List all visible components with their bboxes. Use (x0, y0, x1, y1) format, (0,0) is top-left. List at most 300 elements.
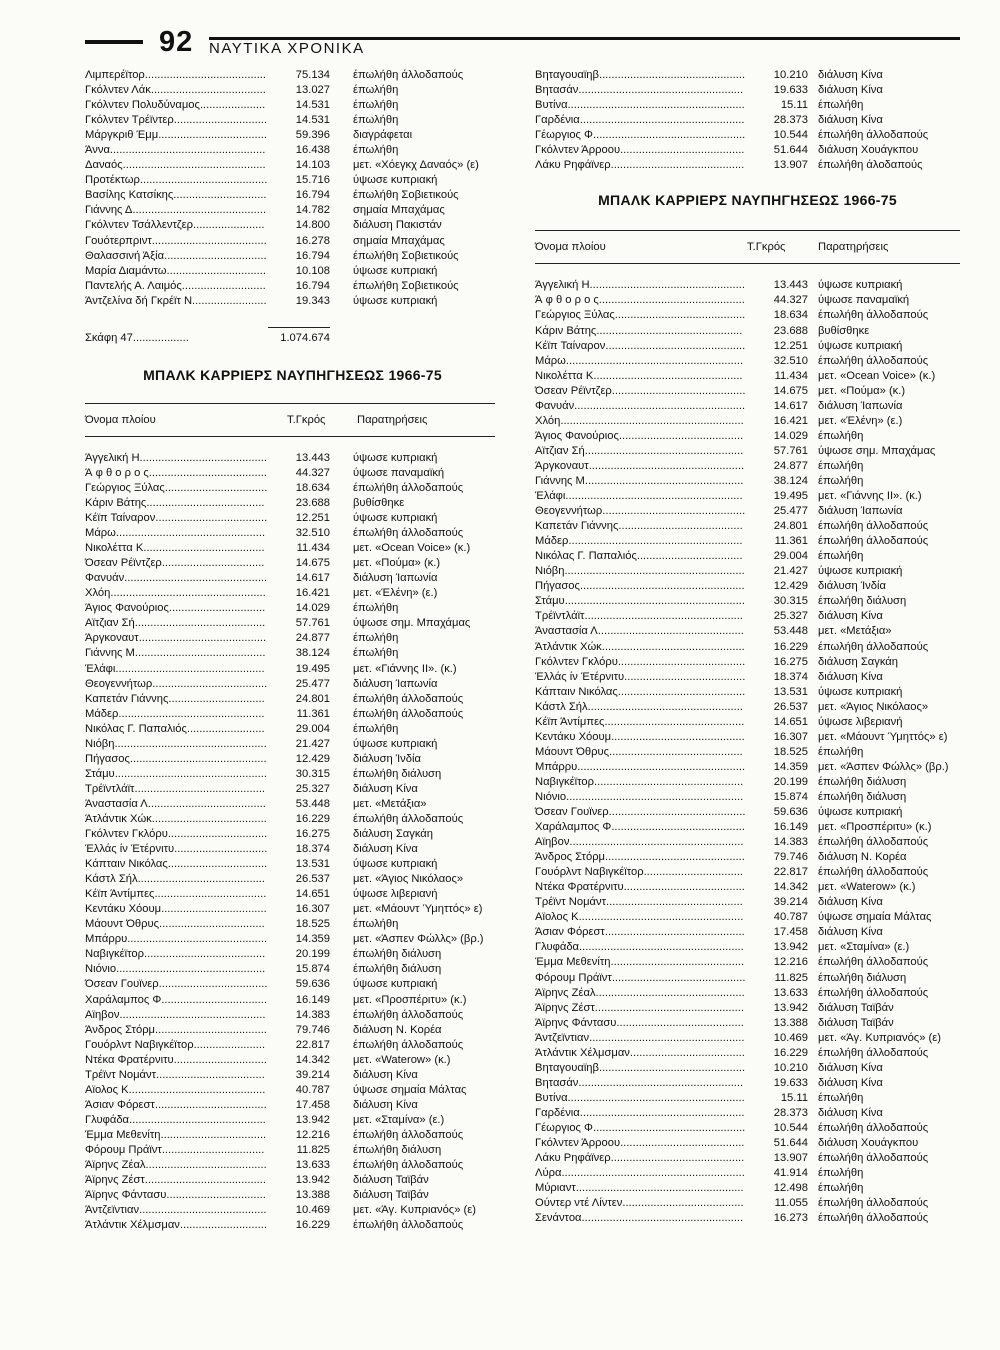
ship-name-text: Άϊρηνς Ζέαλ (85, 1159, 146, 1172)
dot-leader: ................................................ (593, 775, 744, 788)
ship-name-text: Καπετάν Γιάννης (535, 520, 619, 533)
dot-leader: ........................................... (611, 384, 746, 397)
table-row (535, 640, 960, 655)
ship-note: έπωλήθη (353, 144, 399, 157)
table-row (85, 203, 500, 218)
section-title: ΜΠΑΛΚ ΚΑΡΡΙΕΡΣ ΝΑΥΠΗΓΗΣΕΩΣ 1966-75 (143, 366, 442, 383)
ship-name-text: Όσεαν Ρέϊντζερ (535, 384, 612, 397)
table-row (535, 655, 960, 670)
ship-name-text: Γέωργιος Φ (535, 129, 593, 142)
dot-leader: ....................................... (143, 948, 266, 961)
ship-tonnage: 13.443 (773, 279, 808, 292)
table-row (535, 685, 960, 700)
ship-tonnage: 12.216 (773, 956, 808, 969)
left-column (85, 68, 500, 1233)
dot-leader: .............................................. (124, 572, 268, 585)
ship-tonnage: 44.327 (773, 294, 808, 307)
ship-name-text: Μπάρρυ (85, 933, 128, 946)
ship-tonnage: 18.634 (295, 481, 330, 494)
ship-note: ύψωσε κυπριακή (353, 264, 438, 277)
ship-name (535, 1166, 745, 1181)
ship-tonnage: 51.644 (773, 144, 808, 157)
ship-tonnage: 22.817 (295, 1038, 330, 1051)
ship-note: μετ. «Μάουντ Ύμηττός» ε) (353, 903, 483, 916)
ship-name (535, 640, 745, 655)
ship-tonnage: 16.794 (295, 279, 330, 292)
ship-name-text: Σενάντοα (535, 1212, 582, 1225)
table-row (535, 1181, 960, 1196)
table-row (535, 519, 960, 534)
ship-name (535, 504, 745, 519)
ship-name-text: Λάκυ Ρηφάϊνερ (535, 159, 611, 172)
table-row (85, 677, 500, 692)
dot-leader: .................................. (160, 1128, 267, 1141)
ship-name-text: Αϊηβον (85, 1008, 120, 1021)
ship-tonnage: 14.342 (295, 1053, 330, 1066)
ship-note: διάλυση Κίνα (353, 782, 418, 795)
dot-leader: ............................................... (118, 707, 265, 720)
table-row (85, 1218, 500, 1233)
table-row (85, 128, 500, 143)
ship-name-text: Γουόρλντ Ναβιγκέϊτορ (535, 866, 644, 879)
ship-name-text: Κάριν Βάτης (85, 496, 147, 509)
ship-note: έπωλήθη (353, 632, 399, 645)
ship-name-text: Άργκοναυτ (535, 459, 589, 472)
ship-name (535, 1091, 745, 1106)
ship-note: έπωλήθη (353, 602, 399, 615)
ship-name (535, 1076, 743, 1091)
table-row (85, 496, 500, 511)
ship-name (85, 1218, 267, 1233)
ship-name-text: Άϊρηνς Ζέστ (85, 1174, 145, 1187)
ship-tonnage: 19.495 (773, 490, 808, 503)
ship-note: έπωλήθη (818, 99, 864, 112)
ship-name-text: Αϊτζιαν Σή (85, 617, 135, 630)
ship-tonnage: 16.421 (773, 414, 808, 427)
ship-name-text: Ά φ θ ο ρ ο ς (535, 294, 599, 307)
ship-name-text: Κάριν Βάτης (535, 324, 597, 337)
ship-note: ύψωσε παναμαϊκή (818, 294, 910, 307)
ship-name-text: Κάστλ Σήλ (85, 873, 138, 886)
table-row (535, 700, 960, 715)
dot-leader: ..................................................... (579, 580, 745, 593)
ship-tonnage: 10.469 (773, 1031, 808, 1044)
ship-note: έπωλήθη άλλοδαπούς (818, 535, 929, 548)
ship-name-text: Κάστλ Σήλ (535, 700, 588, 713)
table-row (85, 83, 500, 98)
table-row (535, 850, 960, 865)
dot-leader: ................................. (164, 481, 268, 494)
table-row (85, 234, 500, 249)
page-header (85, 26, 960, 62)
ship-tonnage: 10.544 (773, 129, 808, 142)
ship-name-text: Άτλάντικ Χώκ (535, 640, 602, 653)
header-rule-left (85, 40, 143, 44)
ship-name (85, 1008, 266, 1023)
ship-note: διάλυση Ίνδία (353, 752, 421, 765)
ship-note: μετ. «Ocean Voice» (κ.) (353, 542, 471, 555)
dot-leader: .............................. (173, 114, 268, 127)
ship-name (85, 466, 267, 481)
dot-leader: ..................................... (152, 677, 268, 690)
table-row (85, 1188, 500, 1203)
ship-name-text: Πήγασος (535, 580, 580, 593)
ship-name-text: Γεώργιος Ξύλας (85, 481, 165, 494)
ship-name (85, 977, 267, 992)
table-row (535, 730, 960, 745)
ship-note: ύψωσε κυπριακή (353, 737, 438, 750)
ship-tonnage: 30.315 (295, 767, 330, 780)
dot-leader: ................................ (166, 264, 266, 277)
ship-name (535, 1121, 745, 1136)
ship-name-text: Βασίλης Κατσίκης (85, 189, 174, 202)
dot-leader: ......................................... (139, 1204, 267, 1217)
ship-name (535, 1106, 745, 1121)
ship-name-text: Μάδερ (535, 535, 569, 548)
ship-tonnage: 10.469 (295, 1204, 330, 1217)
ship-name (535, 715, 744, 730)
ship-name (535, 850, 745, 865)
ship-name (535, 1181, 744, 1196)
ship-name-text: Γλυφάδα (535, 941, 580, 954)
ship-name-text: Νικολέττα Κ (535, 369, 594, 382)
ship-tonnage: 19.633 (773, 84, 808, 97)
dot-leader: .................................. (159, 918, 265, 931)
ship-tonnage: 15.874 (295, 963, 330, 976)
table-row (85, 797, 500, 812)
total-spacer (85, 309, 500, 331)
ship-tonnage: 38.124 (295, 647, 330, 660)
ship-name-text: Μάργκριθ Έμμ (85, 129, 159, 142)
table-row (535, 384, 960, 399)
table-row (85, 1143, 500, 1158)
ship-note: έπωλήθη άλλοδαπούς (818, 866, 929, 879)
ship-note: ύψωσε σημ. Μπαχάμας (818, 444, 936, 457)
ship-name-text: Ναβιγκέϊτορ (85, 948, 144, 961)
ship-tonnage: 14.342 (773, 881, 808, 894)
table-row (85, 601, 500, 616)
ship-note: ύψωσε σημαία Μάλτας (818, 911, 932, 924)
ship-note: έπωλήθη άλλοδαπούς (818, 986, 929, 999)
ship-name-text: Άγιος Φανούριος (85, 602, 169, 615)
ship-note: διάλυση Σαγκάη (353, 828, 433, 841)
ship-name (535, 624, 744, 639)
ship-name (535, 685, 745, 700)
ship-name (85, 1038, 265, 1053)
ship-tonnage: 15.11 (780, 99, 808, 112)
ship-name (85, 234, 267, 249)
left-top-list (85, 68, 500, 309)
dot-leader: ..................................... (151, 812, 267, 825)
ship-note: μετ. «Χόεγκχ Δαναός» (ε) (353, 159, 479, 172)
ship-note: μετ. «Μάουντ Ύμηττός» ε) (818, 730, 948, 743)
table-row (85, 993, 500, 1008)
dot-leader: ................................ (643, 866, 744, 879)
dot-leader: ........................................ (618, 520, 743, 533)
ship-name (85, 1023, 267, 1038)
dot-leader: ................................. (161, 557, 265, 570)
ship-name-text: Βυτίνα (535, 99, 568, 112)
table-row (535, 1211, 960, 1226)
dot-leader: ......................................... (139, 451, 267, 464)
ship-note: μετ. «Έλένη» (ε.) (818, 414, 903, 427)
ship-note: σημαία Μπαχάμας (353, 204, 445, 217)
table-row (535, 971, 960, 986)
ship-name-text: Ντέκα Φρατέρνιτυ (85, 1053, 174, 1066)
dot-leader: ....................... (193, 1038, 266, 1051)
section-title-right: ΜΠΑΛΚ ΚΑΡΡΙΕΡΣ ΝΑΥΠΗΓΗΣΕΩΣ 1966-75 (598, 192, 897, 209)
table-row (85, 887, 500, 902)
ship-note: έπωλήθη (353, 99, 399, 112)
ship-name-text: Αϊολος Κ (535, 911, 579, 924)
ship-tonnage: 10.210 (773, 69, 808, 81)
ship-tonnage: 12.216 (295, 1128, 330, 1141)
total-label-text: Σκάφη 47 (85, 331, 133, 344)
ship-name-text: Νιόβη (535, 565, 565, 578)
table-row (85, 1128, 500, 1143)
ship-tonnage: 25.477 (773, 505, 808, 518)
ship-note: έπωλήθη άλλοδαπούς (353, 1219, 464, 1232)
ship-name (85, 631, 266, 646)
dot-leader: ....................................... (622, 1197, 744, 1210)
ship-note: έπωλήθη άλλοδαπούς (353, 707, 464, 720)
ship-note: βυθίσθηκε (353, 496, 405, 509)
ship-note: διάλυση Ν. Κορέα (353, 1023, 442, 1036)
ship-name (535, 594, 745, 609)
dot-leader: ........................................... (132, 204, 267, 217)
ship-name (85, 279, 266, 294)
table-row (85, 902, 500, 917)
ship-note: μετ. «Έλένη» (ε.) (353, 587, 438, 600)
dot-leader: ..................................................... (579, 941, 744, 954)
ship-note: έπωλήθη (818, 1167, 864, 1180)
ship-name (535, 805, 745, 820)
table-row (535, 1106, 960, 1121)
ship-name (85, 496, 264, 511)
ship-note: ύψωσε κυπριακή (818, 685, 903, 698)
ship-note: έπωλήθη άλλοδαπούς (818, 1212, 929, 1225)
ship-note: έπωλήθη άλλοδαπούς (353, 1038, 464, 1051)
dot-leader: .............................. (174, 843, 268, 856)
ship-name (85, 902, 267, 917)
ship-note: μετ. «Πούμα» (κ.) (818, 384, 906, 397)
ship-tonnage: 26.537 (773, 700, 808, 713)
ship-name-text: Θεογεννήτωρ (535, 505, 603, 518)
dot-leader: ................................................. (114, 767, 267, 780)
dot-leader: .................................. (161, 993, 267, 1006)
dot-leader: .................................... (154, 1098, 267, 1111)
table-row (85, 812, 500, 827)
table-row (85, 173, 500, 188)
dot-leader: ............................................. (605, 851, 745, 864)
table-row (535, 986, 960, 1001)
ship-tonnage: 13.633 (773, 986, 808, 999)
dot-leader: .......................................... (614, 309, 746, 322)
dot-leader: .................................. (636, 550, 743, 563)
col-notes-header-right: Παρατηρήσεις (818, 241, 889, 254)
ship-tonnage: 24.801 (295, 692, 330, 705)
ship-name-text: Έμμα Μεθενίτη (85, 1128, 161, 1141)
total-row (85, 331, 500, 346)
dot-leader: ....................................................... (574, 399, 746, 412)
ship-tonnage: 12.251 (773, 339, 808, 352)
ship-name (535, 519, 743, 534)
ship-name (85, 1113, 266, 1128)
ship-name-text: Βυτίνα (535, 1091, 568, 1104)
table-row (535, 278, 960, 293)
ship-name (85, 203, 266, 218)
dot-leader: ................................................... (584, 474, 744, 487)
ship-name (85, 294, 267, 309)
ship-name (535, 429, 743, 444)
ship-name (85, 1143, 264, 1158)
ship-note: διάλυση Κίνα (818, 610, 883, 623)
dot-leader: ......................................... (616, 1016, 744, 1029)
ship-tonnage: 13.531 (295, 858, 330, 871)
dot-leader: .................................................. (110, 587, 266, 600)
ship-name-text: Έλλάς ίν Έτέρνιτυ (85, 843, 175, 856)
ship-name-text: Στάμυ (535, 595, 565, 608)
ship-note: μετ. «Άγιος Νικόλαος» (353, 873, 464, 886)
table-row (85, 249, 500, 264)
table-row (535, 865, 960, 880)
ship-name (85, 264, 266, 279)
ship-note: ύψωσε κυπριακή (353, 512, 438, 525)
table-row (535, 308, 960, 323)
dot-leader: .................................................. (588, 459, 745, 472)
ship-name (85, 1203, 267, 1218)
ship-name (85, 249, 267, 264)
table-row (535, 835, 960, 850)
ship-tonnage: 29.004 (773, 550, 808, 563)
dot-leader: ................................... (158, 129, 267, 142)
ship-note: έπωλήθη διάλυση (353, 1144, 442, 1156)
ship-name-text: Καπετάν Γιάννης (85, 692, 169, 705)
dot-leader: .............................. (173, 1053, 267, 1066)
dot-leader: ......................... (186, 722, 265, 735)
ship-note: έπωλήθη Σοβιετικούς (353, 249, 459, 262)
ship-name (85, 842, 267, 857)
ship-name (535, 760, 745, 775)
dot-leader: ........................... (181, 279, 266, 292)
ship-tonnage: 20.199 (773, 775, 808, 788)
table-row (85, 842, 500, 857)
ship-name-text: Κέϊπ Άντίμπες (85, 888, 155, 901)
ship-note: μετ. «Προσπέριτυ» (κ.) (818, 821, 932, 834)
ship-note: έπωλήθη διάλυση (818, 790, 907, 803)
dot-leader: .................................................. (589, 279, 745, 292)
dot-leader: ............................................. (127, 933, 268, 946)
dot-leader: ............................................... (598, 294, 745, 307)
dot-leader: .................. (132, 331, 189, 344)
ship-note: ύψωσε κυπριακή (818, 565, 903, 578)
dot-leader: .............................................. (122, 159, 266, 172)
ship-tonnage: 17.458 (773, 926, 808, 939)
ship-name-text: Κέϊπ Άντίμπες (535, 715, 605, 728)
table-row (535, 1196, 960, 1211)
table-row (535, 339, 960, 354)
dot-leader: ................................................ (115, 527, 266, 540)
ship-note: ύψωσε παναμαϊκή (353, 466, 445, 479)
ship-name-text: Νιόβη (85, 737, 115, 750)
table-row (535, 1061, 960, 1076)
ship-name (535, 1031, 745, 1046)
ship-tonnage: 19.343 (295, 294, 330, 307)
dot-leader: ............................................ (608, 806, 746, 819)
ship-note: έπωλήθη (353, 647, 399, 660)
dot-leader: ............................................... (598, 1061, 746, 1074)
dot-leader: ....................... (193, 219, 265, 232)
ship-name-text: Άνδρος Στόρμ (535, 851, 606, 864)
ship-note: έπωλήθη άλλοδαπούς (353, 527, 464, 540)
ship-note: έπωλήθη άλλοδαπούς (353, 1008, 464, 1021)
ship-name (535, 308, 745, 323)
dot-leader: ........................................ (620, 1137, 745, 1150)
table-row (85, 511, 500, 526)
ship-tonnage: 14.029 (773, 429, 808, 442)
ship-name-text: Βητασάν (535, 1076, 579, 1089)
ship-tonnage: 18.525 (773, 745, 808, 758)
ship-tonnage: 15.874 (773, 790, 808, 803)
ship-tonnage: 11.434 (774, 369, 808, 382)
ship-tonnage: 25.477 (295, 677, 330, 690)
ship-tonnage: 16.149 (773, 821, 808, 834)
dot-leader: ...................................................... (575, 1182, 744, 1195)
ship-note: διάλυση Κίνα (353, 1098, 418, 1111)
ship-tonnage: 51.644 (773, 1137, 808, 1150)
ship-name (535, 98, 745, 113)
ship-note: ύψωσε κυπριακή (353, 174, 438, 187)
ship-name (85, 1098, 267, 1113)
table-row (85, 541, 500, 556)
dot-leader: ....................................... (144, 69, 267, 81)
total-tonnage: 1.074.674 (280, 331, 330, 344)
ship-name-text: Έμμα Μεθενίτη (535, 956, 611, 969)
ship-tonnage: 14.617 (773, 399, 808, 412)
ship-note: μετ. «Άγιος Νικόλαος» (818, 700, 929, 713)
ship-note: έπωλήθη άλλοδαπούς (818, 1122, 929, 1134)
ship-tonnage: 39.214 (773, 896, 808, 909)
table-row (85, 451, 500, 466)
table-row (535, 1136, 960, 1151)
ship-name-text: Φανυάν (535, 399, 575, 412)
ship-name-text: Γκόλντεν Τσάλλεντζερ (85, 219, 194, 232)
ship-name (85, 188, 267, 203)
table-row (535, 624, 960, 639)
ship-name (535, 1136, 744, 1151)
ship-tonnage: 16.307 (773, 730, 808, 743)
ship-tonnage: 23.688 (773, 324, 808, 337)
dot-leader: ............................................... (597, 625, 744, 638)
ship-tonnage: 21.427 (295, 737, 330, 750)
ship-name (85, 917, 265, 932)
ship-name (535, 414, 744, 429)
ship-tonnage: 22.817 (773, 866, 808, 879)
dot-leader: ........................................................... (560, 414, 744, 427)
table-row (535, 158, 960, 173)
ship-name (85, 83, 266, 98)
table-row (85, 947, 500, 962)
ship-name-text: Χαράλαμπος Φ (535, 821, 612, 834)
col-tonnage-header: Τ.Γκρός (287, 413, 326, 426)
dot-leader: ..................................................... (578, 1076, 744, 1089)
ship-note: διάλυση Κίνα (353, 843, 418, 856)
table-row (535, 444, 960, 459)
ship-name-text: Βητασάν (535, 84, 579, 97)
ship-name-text: Άντζεϊντιαν (85, 1204, 140, 1217)
table-row (535, 1091, 960, 1106)
ship-note: μετ. «Waterow» (κ.) (353, 1053, 451, 1066)
